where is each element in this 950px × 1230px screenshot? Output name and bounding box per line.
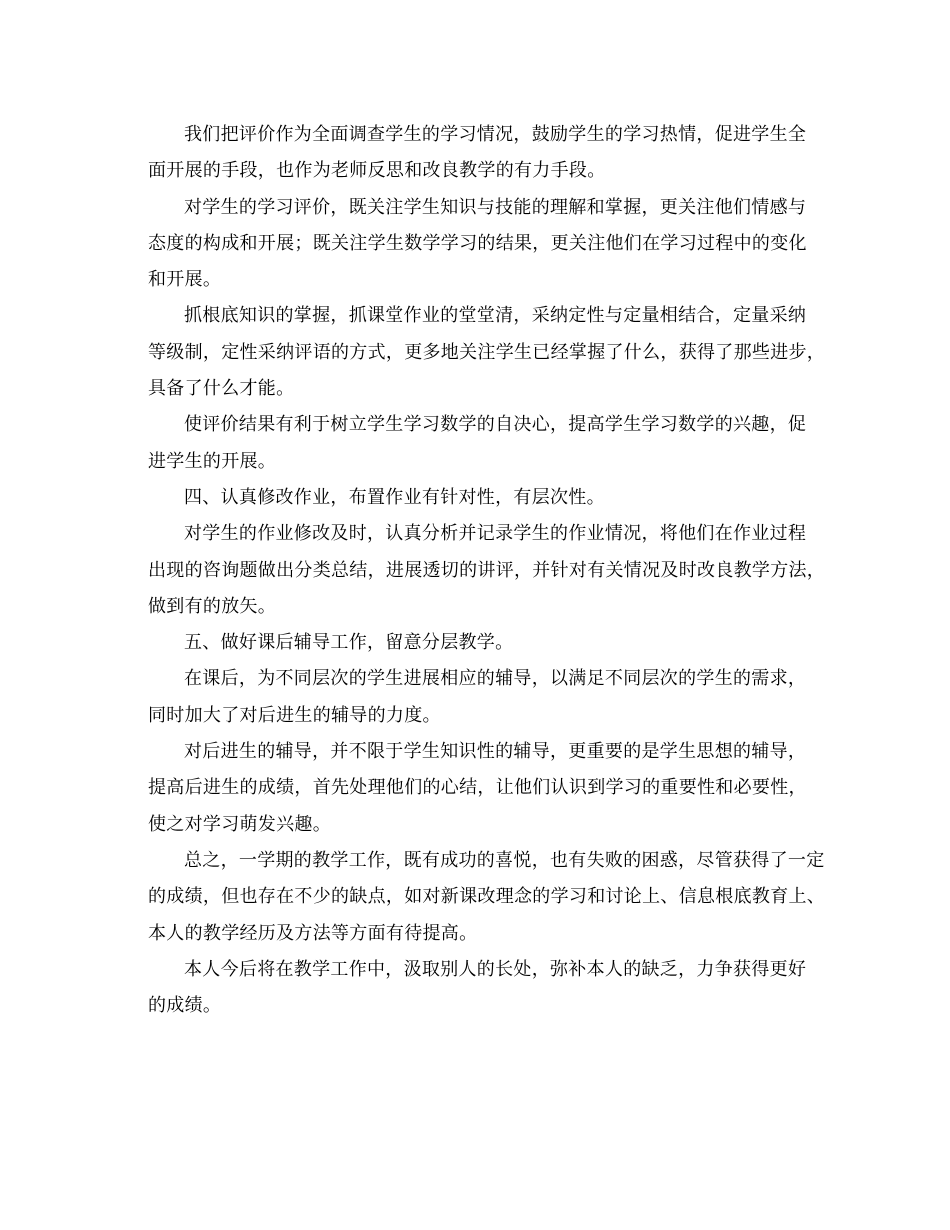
paragraph (148, 843, 826, 952)
text-line: 使之对学习萌发兴趣。 (148, 813, 331, 835)
text-line: 进学生的开展。 (148, 450, 277, 472)
text-line: 对学生的学习评价，既关注学生知识与技能的理解和掌握，更关注他们情感与 (184, 196, 807, 218)
paragraph (148, 952, 808, 1025)
paragraph (148, 190, 808, 299)
text-line: 的成绩，但也存在不少的缺点，如对新课改理念的学习和讨论上、信息根底教育上、 (148, 886, 826, 908)
paragraph (148, 407, 808, 480)
section-heading (148, 480, 808, 516)
section-heading (148, 625, 808, 661)
paragraph (148, 298, 826, 407)
text-line: 总之，一学期的教学工作，既有成功的喜悦，也有失败的困惑，尽管获得了一定 (184, 849, 825, 871)
paragraph (148, 117, 808, 190)
document-body (148, 117, 826, 1024)
text-line: 同时加大了对后进生的辅导的力度。 (148, 704, 441, 726)
text-line: 具备了什么才能。 (148, 378, 295, 400)
text-line: 面开展的手段，也作为老师反思和改良教学的有力手段。 (148, 160, 606, 182)
text-line: 抓根底知识的掌握，抓课堂作业的堂堂清，采纳定性与定量相结合，定量采纳 (184, 305, 807, 327)
text-line: 等级制，定性采纳评语的方式，更多地关注学生已经掌握了什么，获得了那些进步， (148, 341, 826, 363)
text-line: 态度的构成和开展；既关注学生数学学习的结果，更关注他们在学习过程中的变化 (148, 232, 807, 254)
text-line: 提高后进生的成绩，首先处理他们的心结，让他们认识到学习的重要性和必要性， (148, 777, 807, 799)
text-line: 四、认真修改作业，布置作业有针对性，有层次性。 (184, 486, 605, 508)
text-line: 我们把评价作为全面调查学生的学习情况，鼓励学生的学习热情，促进学生全 (184, 124, 807, 145)
text-line: 和开展。 (148, 269, 222, 291)
text-line: 做到有的放矢。 (148, 595, 277, 617)
text-line: 在课后，为不同层次的学生进展相应的辅导，以满足不同层次的学生的需求， (184, 668, 807, 690)
paragraph (148, 661, 808, 734)
paragraph (148, 734, 808, 843)
paragraph (148, 516, 826, 625)
text-line: 对学生的作业修改及时，认真分析并记录学生的作业情况，将他们在作业过程 (184, 523, 807, 545)
text-line: 本人今后将在教学工作中，汲取别人的长处，弥补本人的缺乏，力争获得更好 (184, 958, 807, 980)
text-line: 对后进生的辅导，并不限于学生知识性的辅导，更重要的是学生思想的辅导， (184, 741, 807, 763)
text-line: 出现的咨询题做出分类总结，进展透切的讲评，并针对有关情况及时改良教学方法， (148, 559, 826, 581)
text-line: 本人的教学经历及方法等方面有待提高。 (148, 922, 478, 944)
text-line: 使评价结果有利于树立学生学习数学的自决心，提高学生学习数学的兴趣，促 (184, 414, 807, 436)
text-line: 五、做好课后辅导工作，留意分层教学。 (184, 632, 514, 654)
text-line: 的成绩。 (148, 995, 222, 1017)
